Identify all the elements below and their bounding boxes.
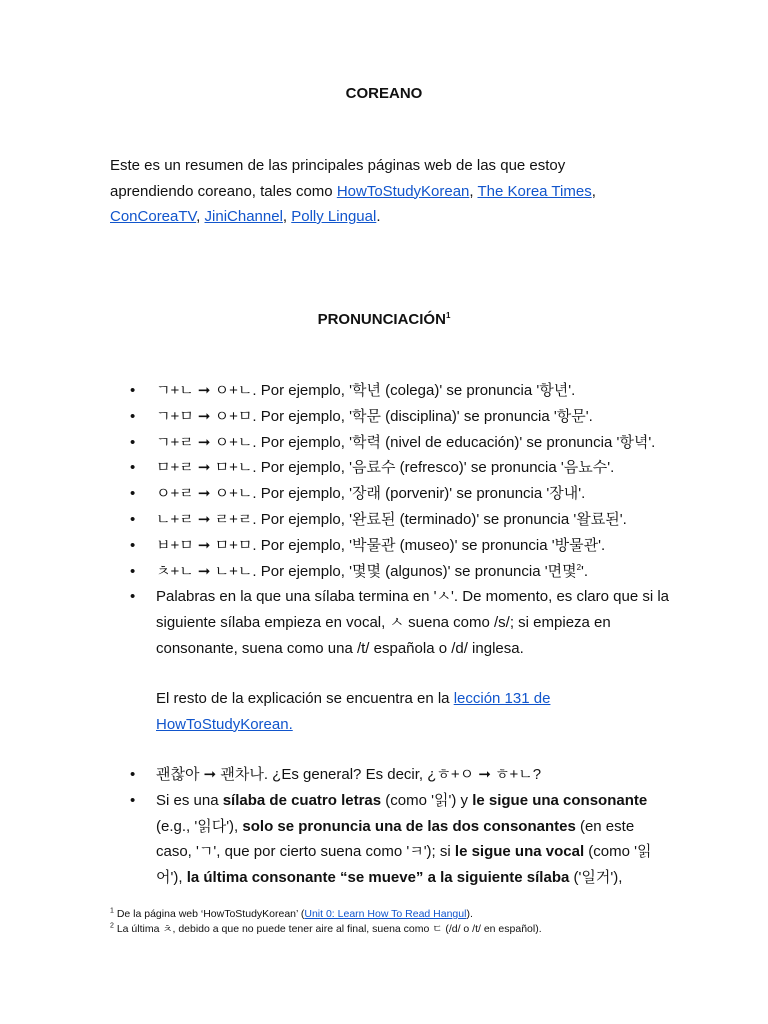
- rule-item-s-ending: • Palabras en la que una sílaba termina en 'ㅅ'. De momento, es claro que si la siguiente sílaba empieza en vocal, ㅅ suena como /s/; si empieza en consonante, suena como una /t/ española o /d/ inglesa.: [110, 584, 670, 661]
- note-item-four-letter-syllable: • Si es una sílaba de cuatro letras (como '읽') y le sigue una consonante (e.g., '읽다'), solo se pronuncia una de las dos consonantes (en este caso, 'ㄱ', que por cierto suena como 'ㅋ'); si le sigue una vocal (como '읽어'), la última consonante “se mueve” a la siguiente sílaba ('일거'),: [110, 788, 670, 891]
- link-korea-times[interactable]: The Korea Times: [477, 182, 592, 200]
- footnote-1: $^1$ De la página web ‘HowToStudyKorean’ (Unit 0: Learn How To Read Hangul).: [110, 907, 473, 920]
- rule-item: • ㅂ+ㅁ ➞ ㅁ+ㅁ. Por ejemplo, '박물관 (museo)' se pronuncia '방물관'.: [110, 533, 670, 559]
- rest-paragraph: El resto de la explicación se encuentra en la lección 131 de HowToStudyKorean.: [156, 690, 551, 733]
- note-item-general: • 괜찮아 ➞ 괜차나. ¿Es general? Es decir, ¿ㅎ+ㅇ ➞ ㅎ+ㄴ?: [110, 762, 670, 788]
- footnote-ref[interactable]: 1: [445, 311, 451, 320]
- rule-item: • ㅇ+ㄹ ➞ ㅇ+ㄴ. Por ejemplo, '장래 (porvenir)' se pronuncia '장내'.: [110, 481, 670, 507]
- link-howtostudykorean[interactable]: HowToStudyKorean: [336, 182, 470, 200]
- footnotes: [110, 907, 670, 937]
- link-polly-lingual[interactable]: Polly Lingual: [291, 208, 377, 225]
- rule-item: • ㄱ+ㄴ ➞ ㅇ+ㄴ. Por ejemplo, '학년 (colega)' se pronuncia '항년'.: [110, 378, 670, 404]
- rule-item: • ㄱ+ㅁ ➞ ㅇ+ㅁ. Por ejemplo, '학문 (disciplina)' se pronuncia '항문'.: [110, 404, 670, 430]
- pronunciation-rules-list: [110, 378, 670, 662]
- link-jinichannel[interactable]: JiniChannel: [204, 208, 283, 225]
- rule-item: • ㅊ+ㄴ ➞ ㄴ+ㄴ. Por ejemplo, '몇몇 (algunos)' se pronuncia '면몇$^2$'.: [110, 559, 670, 585]
- rule-item: • ㅁ+ㄹ ➞ ㅁ+ㄴ. Por ejemplo, '음료수 (refresco)' se pronuncia '음뇨수'.: [110, 455, 670, 481]
- rule-item: • ㄱ+ㄹ ➞ ㅇ+ㄴ. Por ejemplo, '학력 (nivel de educación)' se pronuncia '항녁'.: [110, 430, 670, 456]
- section-title: PRONUNCIACIÓN$^1$: [317, 311, 451, 328]
- footnote-2: $^2$ La última ㅊ, debido a que no puede tener aire al final, suena como ㄷ (/d/ o /t/ en español).: [110, 922, 542, 935]
- intro-text: Este es un resumen de las principales páginas web de las que estoy aprendiendo coreano, tales como: [110, 157, 566, 200]
- intro-paragraph: Este es un resumen de las principales páginas web de las que estoy aprendiendo coreano, tales como HowToStudyKorean, The Korea Times, ConCoreaTV, JiniChannel, Polly Lingual.: [110, 157, 596, 225]
- link-unit-0[interactable]: Unit 0: Learn How To Read Hangul: [304, 908, 467, 920]
- pronunciation-notes-list: [110, 762, 670, 891]
- document-title: COREANO: [345, 85, 423, 102]
- footnote-ref[interactable]: 2: [576, 562, 582, 572]
- link-concoreatv[interactable]: ConCoreaTV: [110, 208, 197, 225]
- rule-item: • ㄴ+ㄹ ➞ ㄹ+ㄹ. Por ejemplo, '완료된 (terminado)' se pronuncia '왈료된'.: [110, 507, 670, 533]
- link-leccion-131[interactable]: lección 131 de HowToStudyKorean.: [156, 690, 551, 733]
